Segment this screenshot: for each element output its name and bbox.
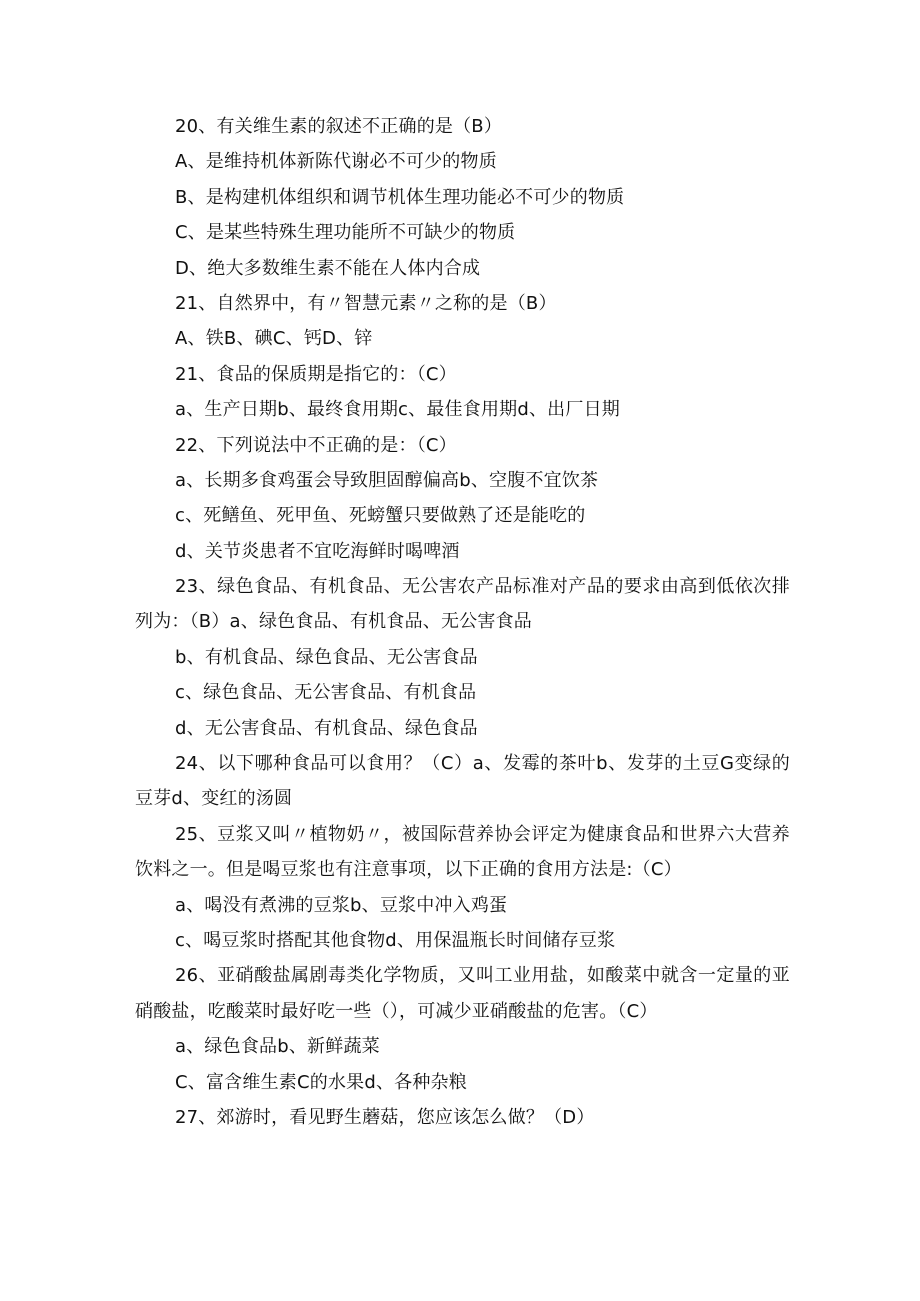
option-line: a、生产日期b、最终食用期c、最佳食用期d、出厂日期 — [175, 399, 620, 421]
option-line: A、是维持机体新陈代谢必不可少的物质 — [175, 151, 497, 173]
question-21a: 21、自然界中，有〃智慧元素〃之称的是（B） — [175, 292, 557, 314]
question-23: 23、绿色食品、有机食品、无公害农产品标准对产品的要求由高到低依次排列为：（B）a、绿色食品、有机食品、无公害食品 — [135, 576, 790, 633]
option-line: C、是某些特殊生理功能所不可缺少的物质 — [175, 222, 516, 244]
question-27: 27、郊游时，看见野生蘑菇，您应该怎么做？（D） — [175, 1107, 595, 1129]
option-line: d、关节炎患者不宜吃海鲜时喝啤酒 — [175, 540, 460, 562]
option-line: c、绿色食品、无公害食品、有机食品 — [175, 682, 477, 704]
question-25: 25、豆浆又叫〃植物奶〃，被国际营养协会评定为健康食品和世界六大营养饮料之一。但是喝豆浆也有注意事项，以下正确的食用方法是:（C） — [135, 823, 790, 881]
document-body — [135, 109, 790, 1135]
option-line: B、是构建机体组织和调节机体生理功能必不可少的物质 — [175, 186, 625, 208]
option-line: b、有机食品、绿色食品、无公害食品 — [175, 646, 478, 668]
option-line: C、富含维生素C的水果d、各种杂粮 — [175, 1071, 467, 1093]
question-21b: 21、食品的保质期是指它的：（C） — [175, 363, 457, 385]
option-line: D、绝大多数维生素不能在人体内合成 — [175, 257, 481, 279]
question-24: 24、以下哪种食品可以食用？（C）a、发霉的茶叶b、发芽的土豆G变绿的豆芽d、变红的汤圆 — [135, 753, 790, 810]
option-line: a、喝没有煮沸的豆浆b、豆浆中冲入鸡蛋 — [175, 894, 508, 916]
question-26: 26、亚硝酸盐属剧毒类化学物质，又叫工业用盐，如酸菜中就含一定量的亚硝酸盐，吃酸菜时最好吃一些（），可减少亚硝酸盐的危害。（C） — [135, 965, 790, 1022]
question-20: 20、有关维生素的叙述不正确的是（B） — [175, 116, 503, 137]
option-line: a、绿色食品b、新鲜蔬菜 — [175, 1036, 380, 1058]
option-line: a、长期多食鸡蛋会导致胆固醇偏高b、空腹不宜饮茶 — [175, 469, 599, 491]
option-line: c、喝豆浆时搭配其他食物d、用保温瓶长时间储存豆浆 — [175, 930, 616, 952]
option-line: c、死鳝鱼、死甲鱼、死螃蟹只要做熟了还是能吃的 — [175, 505, 586, 527]
question-22: 22、下列说法中不正确的是：（C） — [175, 434, 457, 456]
option-line: A、铁B、碘C、钙D、锌 — [175, 328, 373, 350]
option-line: d、无公害食品、有机食品、绿色食品 — [175, 717, 478, 739]
